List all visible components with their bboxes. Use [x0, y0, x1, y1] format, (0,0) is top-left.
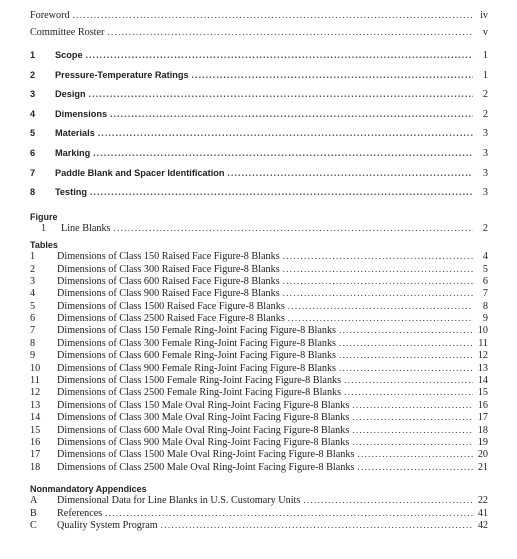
- toc-table-entry[interactable]: [30, 425, 488, 437]
- dot-leader: [105, 508, 473, 518]
- toc-table-entry-title: Dimensions of Class 1500 Female Ring-Joint Facing Figure-8 Blanks: [57, 375, 342, 387]
- toc-table-entry-title: Dimensions of Class 1500 Raised Face Figure-8 Blanks: [57, 300, 285, 312]
- section-number: 8: [30, 187, 36, 198]
- dot-leader: [352, 437, 473, 447]
- toc-section-entry[interactable]: [30, 128, 488, 148]
- section-title: Dimensions: [55, 108, 108, 119]
- toc-page-number: 4: [482, 251, 488, 263]
- toc-entry-label: Foreword: [30, 10, 70, 21]
- toc-page-number: 8: [482, 300, 488, 312]
- dot-leader: [339, 350, 473, 360]
- toc-table-entry-title: Dimensions of Class 150 Female Ring-Joint Facing Figure-8 Blanks: [57, 325, 337, 337]
- toc-table-entry-number: 11: [30, 375, 40, 387]
- toc-table-entry-title: Dimensions of Class 600 Male Oval Ring-Joint Facing Figure-8 Blanks: [57, 424, 350, 436]
- dot-leader: [344, 375, 473, 385]
- dot-leader: [114, 223, 473, 233]
- toc-appendix-entry-title: Quality System Program: [57, 519, 158, 531]
- tables-list: [30, 251, 488, 474]
- section-title: Paddle Blank and Spacer Identification: [55, 167, 225, 178]
- toc-table-entry-number: 16: [30, 437, 41, 448]
- toc-table-entry-title: Dimensions of Class 1500 Male Oval Ring-Joint Facing Figure-8 Blanks: [57, 449, 355, 461]
- toc-table-entry-number: 14: [30, 412, 41, 424]
- toc-table-entry-title: Dimensions of Class 600 Raised Face Figure-8 Blanks: [57, 275, 280, 287]
- toc-page-number: 2: [482, 108, 488, 120]
- toc-table-entry-title: Dimensions of Class 150 Male Oval Ring-Joint Facing Figure-8 Blanks: [57, 399, 350, 411]
- section-number: 6: [30, 147, 36, 158]
- toc-table-entry[interactable]: [30, 288, 488, 300]
- section-number: 1: [30, 50, 36, 60]
- toc-page-number: 14: [477, 375, 488, 387]
- toc-page-number: 3: [482, 167, 488, 179]
- toc-table-entry-number: 17: [30, 449, 41, 461]
- toc-appendix-entry[interactable]: [30, 508, 488, 520]
- toc-table-entry[interactable]: [30, 449, 488, 461]
- dot-leader: [89, 89, 473, 99]
- toc-appendix-entry-number: A: [30, 495, 38, 507]
- toc-entry-foreword[interactable]: [30, 10, 488, 27]
- toc-table-entry-number: 4: [30, 288, 36, 300]
- sections-list: [30, 50, 488, 207]
- toc-section-entry[interactable]: [30, 148, 488, 168]
- toc-table-entry[interactable]: [30, 276, 488, 288]
- dot-leader: [90, 187, 473, 197]
- toc-section-entry[interactable]: [30, 70, 488, 90]
- toc-page-number: 20: [477, 449, 488, 461]
- dot-leader: [339, 363, 473, 373]
- toc-table-entry[interactable]: [30, 412, 488, 424]
- toc-table-entry[interactable]: [30, 338, 488, 350]
- toc-page-number: 17: [477, 412, 488, 424]
- toc-page-number: 2: [482, 89, 488, 101]
- toc-table-entry[interactable]: [30, 375, 488, 387]
- dot-leader: [283, 276, 473, 286]
- section-title: Materials: [55, 128, 95, 139]
- dot-leader: [283, 264, 473, 274]
- toc-table-entry-title: Dimensions of Class 900 Female Ring-Joint Facing Figure-8 Blanks: [57, 362, 337, 374]
- toc-table-entry-title: Dimensions of Class 600 Female Ring-Joint Facing Figure-8 Blanks: [57, 350, 337, 362]
- dot-leader: [344, 387, 473, 397]
- toc-page-number: 10: [477, 325, 488, 337]
- toc-table-entry[interactable]: [30, 325, 488, 337]
- tables-heading: Tables: [30, 240, 58, 251]
- section-number: 7: [30, 167, 36, 178]
- dot-leader: [288, 313, 473, 323]
- toc-table-entry[interactable]: [30, 350, 488, 362]
- toc-page-number: 15: [477, 387, 488, 399]
- toc-table-entry-title: Dimensions of Class 150 Raised Face Figure-8 Blanks: [57, 251, 280, 263]
- dot-leader: [110, 109, 473, 119]
- toc-page-number: 3: [482, 128, 488, 140]
- toc-table-entry[interactable]: [30, 301, 488, 313]
- dot-leader: [283, 288, 473, 298]
- toc-page-number: 41: [477, 507, 488, 519]
- section-number: 5: [30, 128, 36, 139]
- toc-page-number: v: [482, 27, 488, 38]
- section-title: Scope: [55, 50, 83, 60]
- toc-page-number: 16: [477, 399, 488, 411]
- toc-section-entry[interactable]: [30, 109, 488, 129]
- figure-title: Line Blanks: [61, 222, 111, 234]
- toc-table-entry-number: 13: [30, 399, 41, 411]
- toc-appendix-entry-title: References: [57, 507, 103, 519]
- section-title: Design: [55, 89, 86, 100]
- toc-page-number: 3: [482, 147, 488, 159]
- dot-leader: [98, 128, 473, 138]
- toc-table-entry-number: 1: [30, 251, 36, 263]
- toc-table-entry-title: Dimensions of Class 300 Female Ring-Joint Facing Figure-8 Blanks: [57, 337, 337, 349]
- dot-leader: [192, 70, 473, 80]
- toc-table-entry[interactable]: [30, 363, 488, 375]
- toc-page-number: 42: [477, 519, 488, 531]
- dot-leader: [357, 462, 473, 472]
- dot-leader: [228, 168, 474, 178]
- figure-heading: Figure: [30, 211, 58, 222]
- section-title: Testing: [55, 187, 87, 198]
- dot-leader: [339, 338, 473, 348]
- toc-page-number: 1: [482, 50, 488, 61]
- toc-table-entry-number: 3: [30, 275, 36, 287]
- section-title: Marking: [55, 147, 91, 158]
- toc-page-number: iv: [480, 10, 488, 21]
- toc-table-entry-number: 5: [30, 300, 36, 312]
- toc-table-entry-number: 10: [30, 362, 41, 374]
- toc-table-entry[interactable]: [30, 251, 488, 263]
- toc-appendix-entry-number: C: [30, 519, 37, 531]
- dot-leader: [339, 325, 473, 335]
- dot-leader: [86, 50, 473, 60]
- dot-leader: [283, 251, 473, 261]
- toc-table-entry[interactable]: [30, 437, 488, 449]
- toc-table-entry-number: 2: [30, 263, 36, 275]
- toc-section-entry[interactable]: [30, 168, 488, 188]
- toc-figure-entry[interactable]: [30, 223, 488, 235]
- toc-page-number: 9: [482, 313, 488, 325]
- dot-leader: [357, 449, 473, 459]
- toc-page-number: 1: [482, 69, 488, 81]
- toc-entry-label: Committee Roster: [30, 27, 105, 38]
- toc-table-entry-title: Dimensions of Class 900 Male Oval Ring-Joint Facing Figure-8 Blanks: [57, 437, 350, 448]
- toc-table-entry[interactable]: [30, 313, 488, 325]
- figure-number: 1: [41, 222, 47, 234]
- toc-page-number: 11: [478, 337, 488, 349]
- toc-section-entry[interactable]: [30, 50, 488, 70]
- appendices-list: [30, 495, 488, 532]
- toc-table-entry-number: 6: [30, 313, 36, 325]
- toc-table-entry-title: Dimensions of Class 300 Raised Face Figure-8 Blanks: [57, 263, 280, 275]
- dot-leader: [352, 412, 473, 422]
- toc-page-number: 18: [477, 424, 488, 436]
- toc-appendix-entry[interactable]: [30, 520, 488, 532]
- toc-section-entry[interactable]: [30, 187, 488, 207]
- dot-leader: [303, 495, 473, 505]
- appendices-heading: Nonmandatory Appendices: [30, 484, 147, 495]
- toc-section-entry[interactable]: [30, 89, 488, 109]
- dot-leader: [93, 148, 473, 158]
- toc-page-number: 19: [477, 437, 488, 448]
- dot-leader: [352, 425, 473, 435]
- toc-page-number: 12: [477, 350, 488, 362]
- toc-table-entry[interactable]: [30, 387, 488, 399]
- section-number: 2: [30, 69, 36, 80]
- toc-table-entry-title: Dimensions of Class 2500 Male Oval Ring-Joint Facing Figure-8 Blanks: [57, 461, 355, 473]
- toc-table-entry-number: 7: [30, 325, 36, 337]
- toc-table-entry[interactable]: [30, 462, 488, 474]
- dot-leader: [352, 400, 473, 410]
- toc-page-number: 21: [477, 461, 488, 473]
- toc-appendix-entry-number: B: [30, 507, 37, 519]
- toc-appendix-entry[interactable]: [30, 495, 488, 507]
- toc-table-entry-number: 9: [30, 350, 36, 362]
- toc-page-number: 22: [477, 495, 488, 507]
- dot-leader: [73, 10, 473, 20]
- toc-table-entry-number: 18: [30, 461, 41, 473]
- toc-table-entry-number: 15: [30, 424, 41, 436]
- toc-table-entry-title: Dimensions of Class 900 Raised Face Figure-8 Blanks: [57, 288, 280, 300]
- section-number: 3: [30, 89, 36, 100]
- toc-page-number: 13: [477, 362, 488, 374]
- toc-appendix-entry-title: Dimensional Data for Line Blanks in U.S. Customary Units: [57, 495, 301, 507]
- table-of-contents: [30, 10, 488, 532]
- section-title: Pressure-Temperature Ratings: [55, 69, 189, 80]
- toc-table-entry-number: 12: [30, 387, 41, 399]
- section-number: 4: [30, 108, 36, 119]
- toc-page-number: 5: [482, 263, 488, 275]
- front-matter-list: [30, 10, 488, 44]
- toc-table-entry-title: Dimensions of Class 300 Male Oval Ring-Joint Facing Figure-8 Blanks: [57, 412, 350, 424]
- toc-page-number: 3: [482, 187, 488, 199]
- toc-table-entry-title: Dimensions of Class 2500 Female Ring-Joint Facing Figure-8 Blanks: [57, 387, 342, 399]
- toc-table-entry[interactable]: [30, 400, 488, 412]
- dot-leader: [161, 520, 473, 530]
- dot-leader: [107, 27, 473, 37]
- toc-table-entry-title: Dimensions of Class 2500 Raised Face Figure-8 Blanks: [57, 313, 285, 325]
- toc-page-number: 6: [482, 275, 488, 287]
- toc-table-entry-number: 8: [30, 337, 36, 349]
- toc-page-number: 7: [482, 288, 488, 300]
- toc-entry-committee-roster[interactable]: [30, 27, 488, 44]
- dot-leader: [288, 301, 473, 311]
- toc-page-number: 2: [482, 222, 488, 234]
- toc-table-entry[interactable]: [30, 264, 488, 276]
